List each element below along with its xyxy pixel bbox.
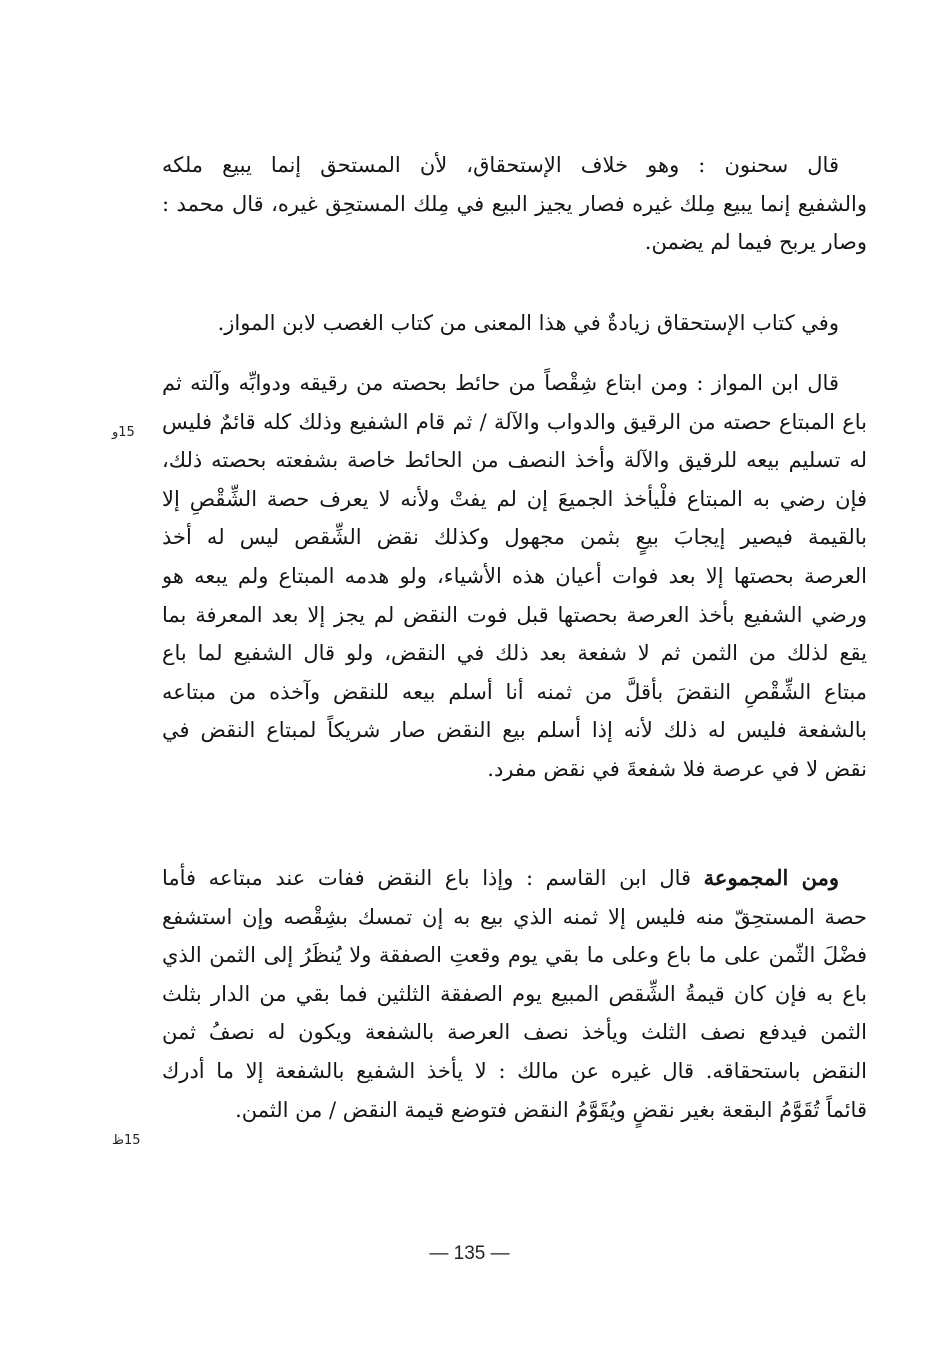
paragraph-kitab-istihqaq bbox=[162, 304, 867, 343]
text-line: الثمن فيدفع نصف الثلث ويأخذ نصف العرصة بالشفعة ويكون له نصفُ ثمن bbox=[162, 1020, 867, 1045]
text-line: فضْلَ الثّمن على ما باع وعلى ما بقي يوم وقعتِ الصفقة ولا يُنظَرُ إلى الثمن الذي bbox=[162, 943, 867, 968]
text-line: له تسليم بيعه للرقيق والآلة وأخذ النصف من الحائط خاصة بشفعته بحصته ذلك، bbox=[162, 448, 867, 473]
text-line: وصار يربح فيما لم يضمن. bbox=[644, 230, 867, 255]
paragraph-ibn-al-mawwaz bbox=[162, 364, 867, 789]
text-line: يقع لذلك من الثمن ثم لا شفعة بعد ذلك في النقض، ولو قال الشفيع لما باع bbox=[162, 641, 867, 666]
text-line: باع به فإن كان قيمةُ الشِّقص المبيع يوم الصفقة الثلثين فما بقي من الدار بثلث bbox=[162, 981, 867, 1006]
text-line bbox=[162, 859, 867, 898]
text-line: والشفيع إنما يبيع مِلك غيره فصار يجيز البيع في مِلك المستحِق غيره، قال محمد : bbox=[162, 191, 867, 216]
text-line: وفي كتاب الإستحقاق زيادةٌ في هذا المعنى من كتاب الغصب لابن المواز. bbox=[217, 311, 839, 335]
paragraph-al-majmuah bbox=[162, 859, 867, 1129]
text-line: ورضي الشفيع بأخذ العرصة بحصتها قبل فوت النقض لم يجز إلا بعد المعرفة بما bbox=[162, 602, 867, 627]
text-fragment: قال ابن القاسم : وإذا باع النقض ففات عند مبتاعه فأما bbox=[162, 866, 704, 890]
text-line: حصة المستحِقّ منه فليس إلا ثمنه الذي بيع به إن تمسك بشِقْصه وإن استشفع bbox=[162, 904, 867, 929]
text-line: بالشفعة فليس له ذلك لأنه إذا أسلم بيع النقض صار شريكاً لمبتاع النقض في bbox=[162, 718, 867, 743]
text-line: قائماً تُقَوَّمُ البقعة بغير نقضٍ ويُقَوَّمُ النقض فتوضع قيمة النقض / من الثمن. bbox=[235, 1097, 867, 1122]
text-line: العرصة بحصتها إلا بعد فوات أعيان هذه الأشياء، ولو هدمه المبتاع ولم يبعه هو bbox=[162, 563, 867, 588]
text-line: قال سحنون : وهو خلاف الإستحقاق، لأن المستحق إنما يبيع ملكه bbox=[162, 153, 839, 177]
text-line: نقض لا في عرصة فلا شفعةَ في نقض مفرد. bbox=[487, 756, 867, 781]
margin-folio-note: 15ظ bbox=[112, 1133, 141, 1148]
text-line: قال ابن المواز : ومن ابتاع شِقْصاً من حائط بحصته من رقيقه ودوابِّه وآلته ثم bbox=[162, 371, 839, 395]
paragraph-sahnun bbox=[162, 146, 867, 262]
text-line: مبتاع الشِّقْصِ النقضَ بأقلَّ من ثمنه أنا أسلم بيعه للنقض وآخذه من مبتاعه bbox=[162, 679, 867, 704]
margin-folio-note: 15و bbox=[112, 425, 135, 440]
text-line: بالقيمة فيصير إيجابَ بيعٍ بثمن مجهول وكذلك نقض الشِّقص ليس له أخذ bbox=[162, 525, 867, 550]
text-line: فإن رضي به المبتاع فلْيأخذ الجميعَ إن لم يفتْ ولأنه لا يعرف حصة الشِّقْصِ إلا bbox=[162, 486, 867, 511]
text-line: النقض باستحقاقه. قال غيره عن مالك : لا يأخذ الشفيع بالشفعة إلا ما أدرك bbox=[162, 1058, 867, 1083]
page-number: — 135 — bbox=[429, 1243, 510, 1264]
text-line: باع المبتاع حصته من الرقيق والدواب والآلة / ثم قام الشفيع وذلك كله قائمٌ فليس bbox=[162, 409, 867, 434]
bold-source-title: ومن المجموعة bbox=[703, 865, 839, 890]
